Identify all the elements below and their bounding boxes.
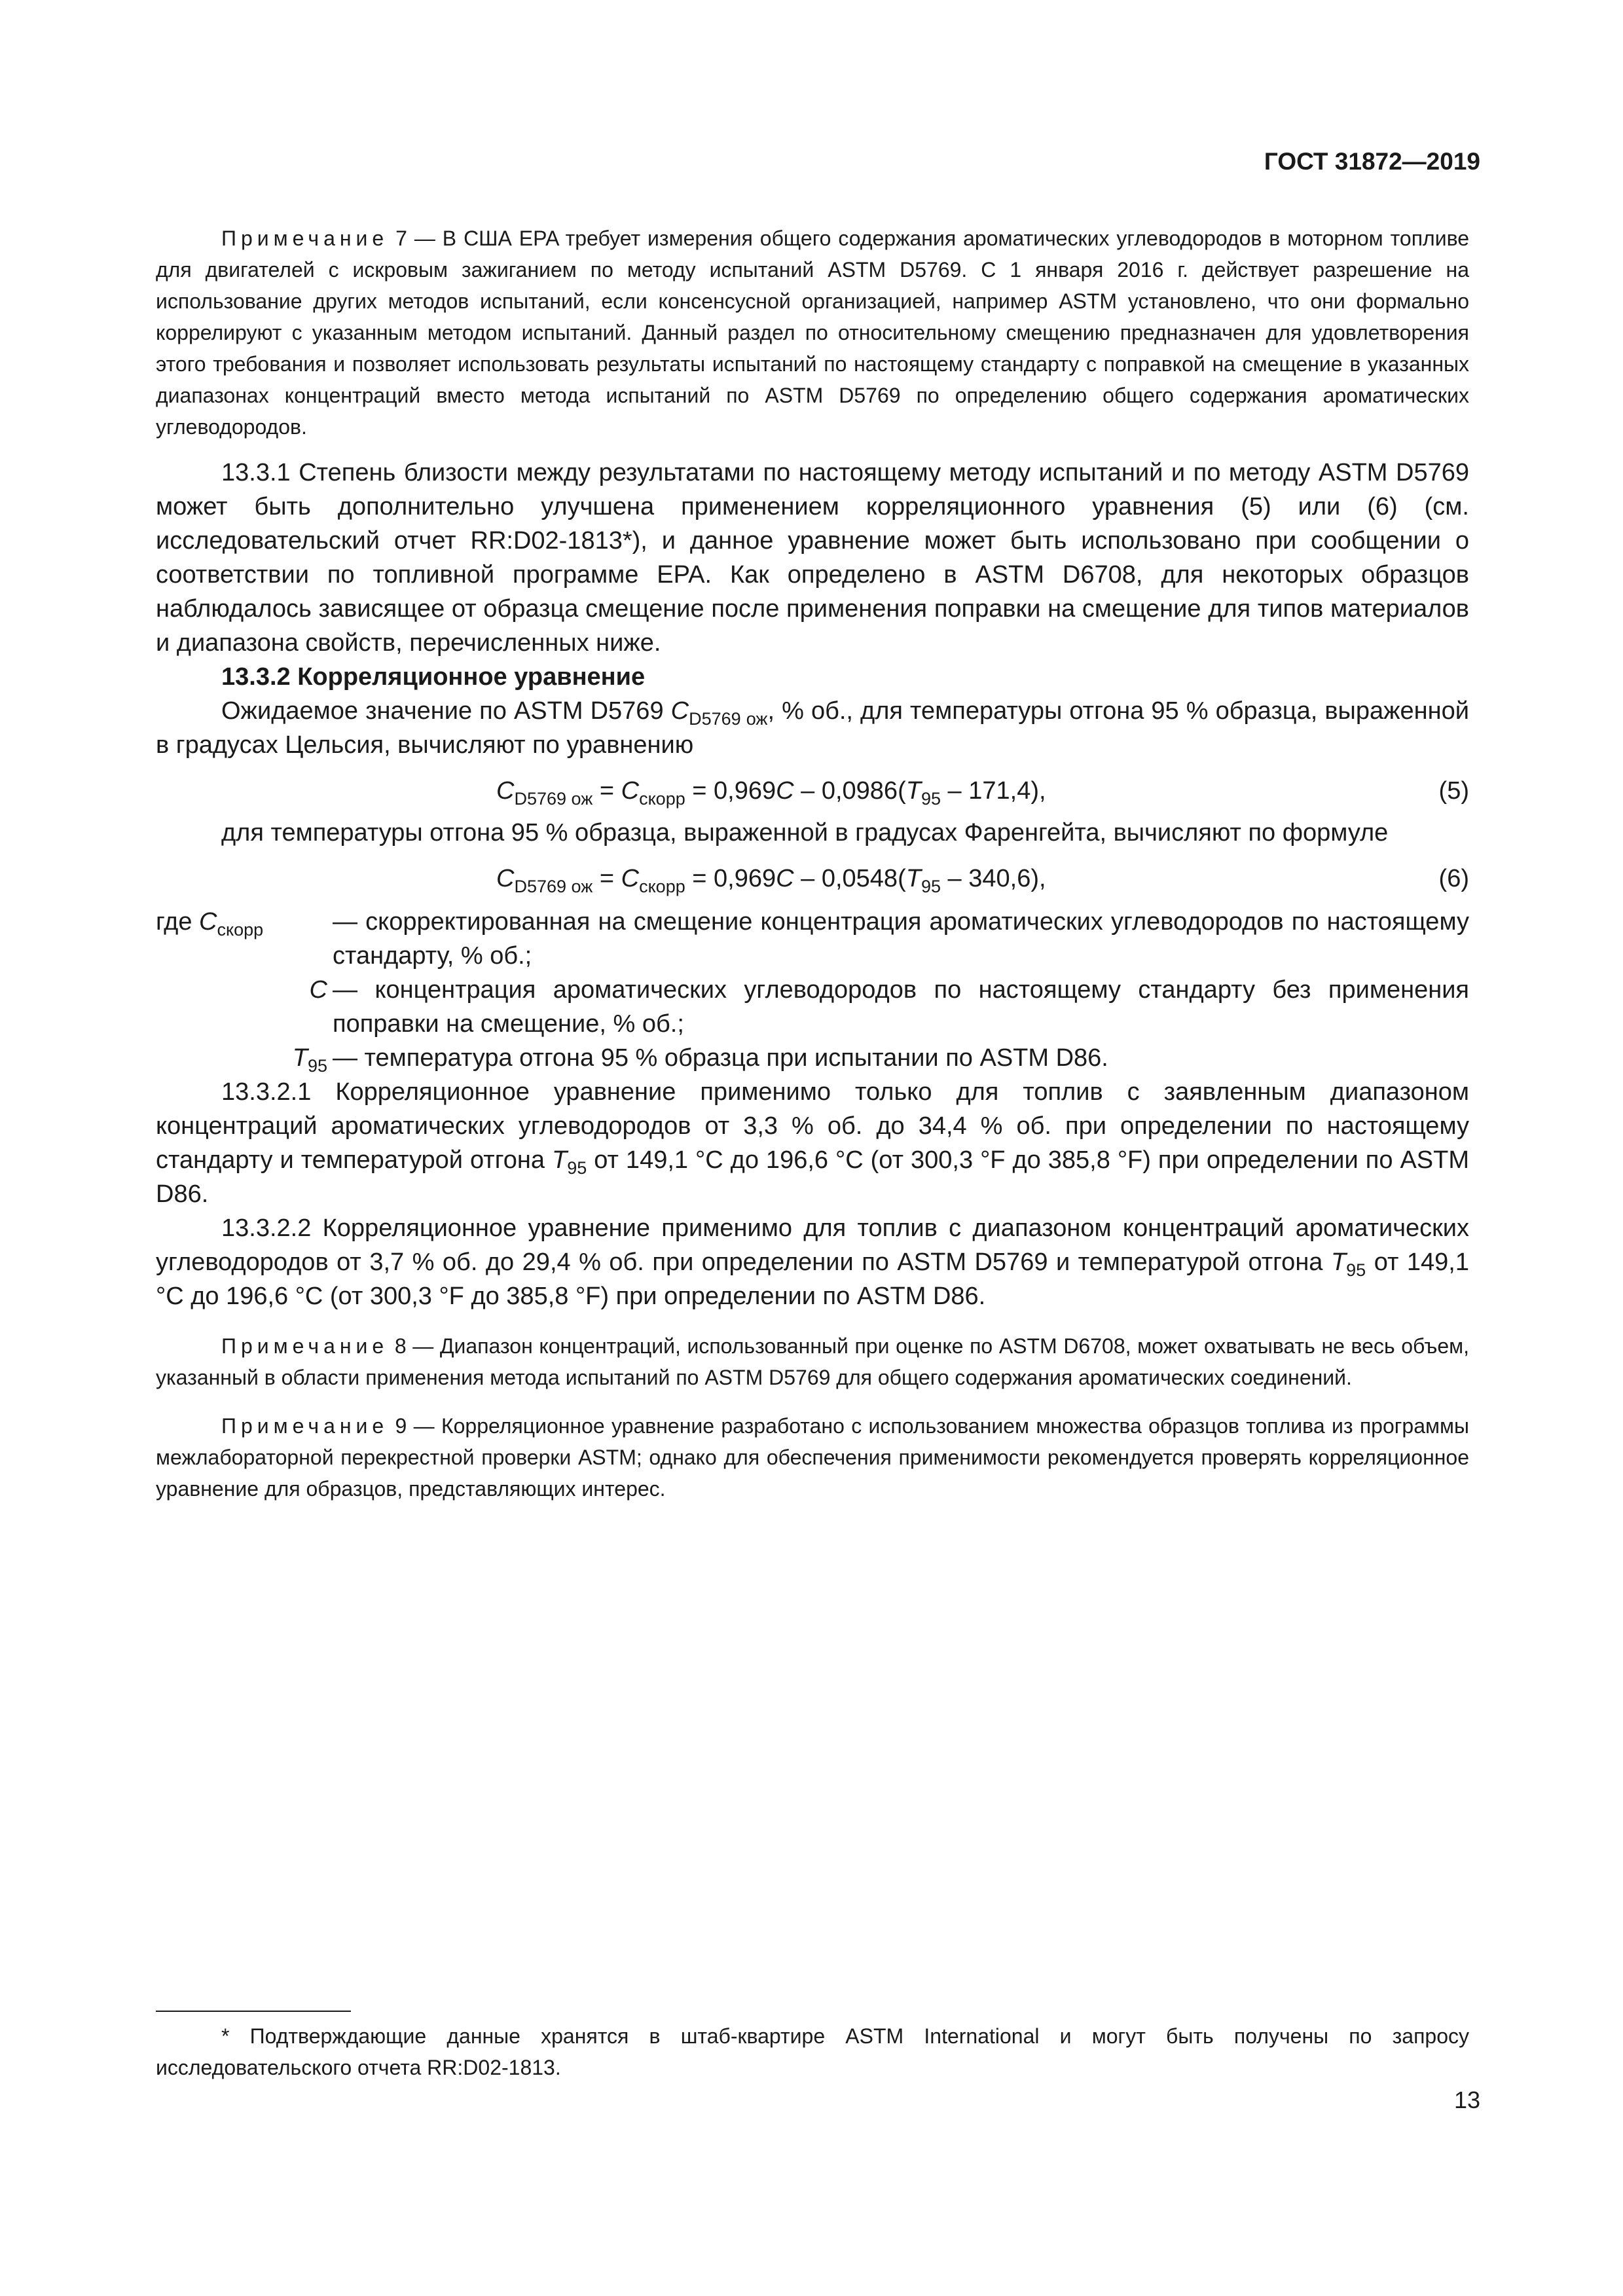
section-heading-13-3-2: 13.3.2 Корреляционное уравнение xyxy=(221,663,646,691)
note-9 xyxy=(156,1410,1469,1504)
formula-6-number: (6) xyxy=(1438,865,1469,892)
paragraph-13-3-1: 13.3.1 Степень близости между результатами по настоящему методу испытаний и по методу ASTM D5769 может быть дополнительно улучшена применением корреляционного уравнения (5) или (6) (см. исследовательский отчет RR:D02-1813*), и данное уравнение может быть использовано при сообщении о соответствии по топливной программе EPA. Как определено в ASTM D6708, для некоторых образцов наблюдалось зависящее от образца смещение после применения поправки на смещение для типов материалов и диапазона свойств, перечисленных ниже. xyxy=(156,459,1469,657)
note-label: Примечание xyxy=(221,1334,389,1358)
formula-6-expression: $C_{D5769 ож} = C_{скорр} = 0,969C - 0,0548(T_{95} - 340,6)$, xyxy=(496,865,1046,896)
definition-t95: $T_{95}$ — температура отгона 95 % образца при испытании по ASTM D86. xyxy=(156,1041,1469,1075)
note-text: 7 — В США EPA требует измерения общего содержания ароматических углеводородов в моторном топливе для двигателей с искровым зажиганием по методу испытаний ASTM D5769. С 1 января 2016 г. действует разрешение на использование других методов испытаний, если консенсусной организацией, например ASTM установлено, что они формально коррелируют с указанным методом испытаний. Данный раздел по относительному смещению предназначен для удовлетворения этого требования и позволяет использовать результаты испытаний по настоящему стандарту с поправкой на смещение в указанных диапазонах концентраций вместо метода испытаний по ASTM D5769 по определению общего содержания ароматических углеводородов. xyxy=(156,227,1470,439)
note-7 xyxy=(156,223,1469,443)
definition-c-corrected: где $C_{скорр}$ — скорректированная на смещение концентрация ароматических углеводородов по настоящему стандарту, % об.; xyxy=(156,905,1469,973)
formula-5-number: (5) xyxy=(1438,777,1469,805)
paragraph-expected-value: Ожидаемое значение по ASTM D5769 $C_{D5769 ож}$, % об., для температуры отгона 95 % образца, выраженной в градусах Цельсия, вычисляют по уравнению xyxy=(156,697,1469,759)
footnote: * Подтверждающие данные хранятся в штаб-квартире ASTM International и могут быть получены по запросу исследовательского отчета RR:D02-1813. xyxy=(156,2024,1469,2079)
definition-text: — температура отгона 95 % образца при испытании по ASTM D86. xyxy=(333,1044,1108,1072)
formula-5-expression: $C_{D5769 ож} = C_{скорр} = 0,969C - 0,0986(T_{95} - 171,4)$, xyxy=(496,777,1046,809)
definition-text: — скорректированная на смещение концентрация ароматических углеводородов по настоящему стандарту, % об.; xyxy=(333,908,1469,970)
main-content xyxy=(156,223,1469,1504)
paragraph-13-3-2-2: 13.3.2.2 Корреляционное уравнение применимо для топлив с диапазоном концентраций ароматических углеводородов от 3,7 % об. до 29,4 % об. при определении по ASTM D5769 и температурой отгона $T_{95}$ от 149,1 °C до 196,6 °C (от 300,3 °F до 385,8 °F) при определении по ASTM D86. xyxy=(156,1214,1469,1310)
note-label: Примечание xyxy=(221,1414,389,1438)
variable-definitions xyxy=(156,905,1469,1075)
formula-5 xyxy=(156,771,1469,811)
note-text: 9 — Корреляционное уравнение разработано с использованием множества образцов топлива из программы межлабораторной перекрестной проверки ASTM; однако для обеспечения применимости рекомендуется проверять корреляционное уравнение для образцов, представляющих интерес. xyxy=(156,1414,1470,1501)
document-code-header: ГОСТ 31872—2019 xyxy=(1264,148,1480,175)
definition-text: — концентрация ароматических углеводородов по настоящему стандарту без применения поправки на смещение, % об.; xyxy=(333,976,1469,1038)
note-label: Примечание xyxy=(221,227,389,250)
paragraph-fahrenheit: для температуры отгона 95 % образца, выраженной в градусах Фаренгейта, вычисляют по формуле xyxy=(221,819,1389,847)
footnote-separator xyxy=(156,2011,351,2012)
definition-c: C — концентрация ароматических углеводородов по настоящему стандарту без применения поправки на смещение, % об.; xyxy=(156,973,1469,1041)
paragraph-13-3-2-1: 13.3.2.1 Корреляционное уравнение применимо только для топлив с заявленным диапазоном концентраций ароматических углеводородов от 3,3 % об. до 34,4 % об. при определении по настоящему стандарту и температурой отгона $T_{95}$ от 149,1 °C до 196,6 °C (от 300,3 °F до 385,8 °F) при определении по ASTM D86. xyxy=(156,1078,1470,1208)
page-number: 13 xyxy=(1453,2086,1480,2113)
note-text: 8 — Диапазон концентраций, использованный при оценке по ASTM D6708, может охватывать не весь объем, указанный в области применения метода испытаний по ASTM D5769 для общего содержания ароматических соединений. xyxy=(156,1334,1470,1389)
formula-6 xyxy=(156,859,1469,898)
note-8 xyxy=(156,1330,1469,1393)
